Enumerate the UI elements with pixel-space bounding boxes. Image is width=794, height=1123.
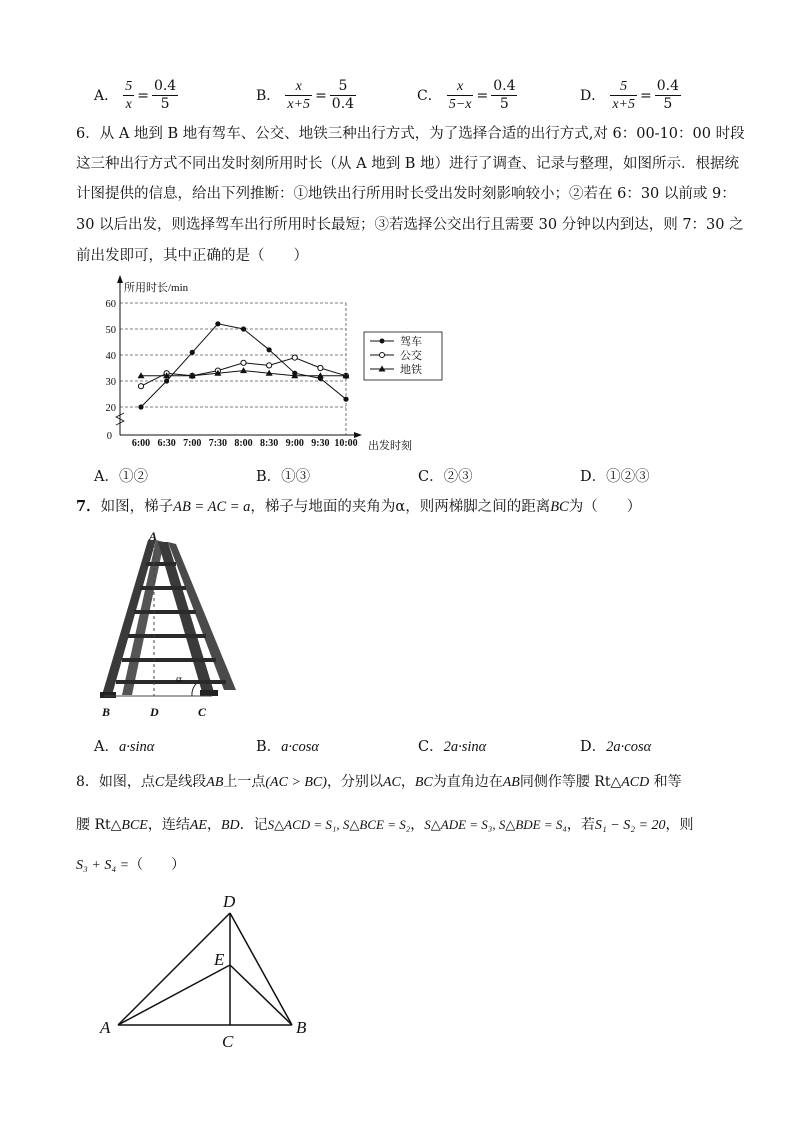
q8-text: 腰 Rt△ <box>76 817 122 833</box>
y-axis-arrow <box>117 275 123 283</box>
segment-ae: AE <box>189 818 207 833</box>
q7-option-a <box>94 737 154 757</box>
legend-marker-bus <box>380 353 385 358</box>
q7-option-d <box>580 737 651 757</box>
q6-line-3: 计图提供的信息，给出下列推断：①地铁出行所用时长受出发时刻影响较小；②若在 6：30 以前或 9： <box>76 186 736 202</box>
q7-option-c <box>418 737 486 757</box>
q6-line-5: 前出发即可，其中正确的是（ ） <box>76 248 308 264</box>
label-e: E <box>214 950 225 969</box>
q5-options-row <box>94 78 774 118</box>
y-tick-label: 50 <box>105 325 116 336</box>
point-subway <box>240 367 247 373</box>
segment-bc: BC <box>414 775 433 790</box>
point-bus <box>292 355 297 360</box>
y-tick-label: 30 <box>105 377 116 388</box>
label-d: D <box>223 892 236 911</box>
ladder-foot-c <box>200 690 218 696</box>
point-subway <box>138 372 145 378</box>
point-bus <box>138 384 143 389</box>
point-bus <box>241 360 246 365</box>
label-a: A <box>149 530 158 543</box>
denominator: x+5 <box>612 97 635 112</box>
numerator: x <box>447 78 474 96</box>
fraction <box>123 78 134 113</box>
option-label: D． <box>580 739 607 755</box>
label-a: A <box>100 1018 111 1037</box>
point-driving <box>241 326 246 331</box>
fraction <box>447 78 474 113</box>
numerator: 0.4 <box>153 78 177 94</box>
q8-text: 上一点 <box>223 774 266 790</box>
point-driving <box>190 350 195 355</box>
option-label: C． <box>418 739 444 755</box>
q8-text: 8．如图，点 <box>76 774 155 790</box>
y-tick-label: 20 <box>105 403 116 414</box>
area-condition: S₁ − S₂ = 20 <box>594 818 666 833</box>
q7-option-b <box>256 737 319 757</box>
point-driving <box>343 397 348 402</box>
option-label: A． <box>94 88 119 104</box>
point-driving <box>267 347 272 352</box>
q5-option-a <box>94 78 178 113</box>
label-b: B <box>296 1018 307 1037</box>
point-subway <box>317 372 324 378</box>
stem-text: 为（ ） <box>568 499 642 515</box>
option-label: B． <box>256 88 281 104</box>
q6-option-d: D．①②③ <box>580 469 650 485</box>
q8-text: ，连结 <box>147 817 190 833</box>
option-label: B． <box>256 739 282 755</box>
figure-background <box>96 530 252 722</box>
numerator: 5 <box>125 79 133 94</box>
point-driving <box>164 378 169 383</box>
option-expr: 2a·cosα <box>606 739 652 755</box>
fraction <box>330 78 356 113</box>
fraction <box>610 78 637 113</box>
x-tick-label: 9:00 <box>285 438 304 449</box>
stem-text: ，梯子与地面的夹角为α，则两梯脚之间的距离 <box>250 499 551 515</box>
ladder-foot-b <box>100 692 116 698</box>
segment-ab: AB <box>502 775 520 790</box>
commute-time-line-chart <box>80 275 460 455</box>
q8-line-1 <box>76 772 682 793</box>
equals-sign: = <box>315 87 327 104</box>
fraction <box>655 78 681 113</box>
legend-label-1: 公交 <box>400 350 422 362</box>
x-tick-label: 8:30 <box>259 438 279 449</box>
label-d: D <box>150 705 159 719</box>
option-label: D． <box>580 88 606 104</box>
segment-bd: BD <box>220 818 240 833</box>
x-tick-label: 6:30 <box>157 438 176 449</box>
x-tick-label: 6:00 <box>131 438 151 449</box>
q6-line-2: 这三种出行方式不同出发时刻所用时长（从 A 地到 B 地）进行了调查、记录与整理，如图所示．根据统 <box>76 156 740 172</box>
ladder-equation: AB = AC = a <box>173 499 251 515</box>
q8-text: 和等 <box>649 774 682 790</box>
x-tick-label: 9:30 <box>311 438 330 449</box>
option-expr: a·cosα <box>281 739 319 755</box>
triangle-figure <box>90 885 330 1055</box>
equals-sign: = <box>640 87 652 104</box>
y-tick-label: 40 <box>105 351 116 362</box>
fraction <box>491 78 517 113</box>
denominator: 0.4 <box>331 96 355 112</box>
q8-text: ， <box>410 817 425 833</box>
origin-label: 0 <box>106 431 112 442</box>
ladder-figure <box>96 530 252 722</box>
x-tick-label: 7:30 <box>208 438 228 449</box>
q5-option-d <box>580 78 681 113</box>
label-c: C <box>222 1032 234 1051</box>
x-tick-label: 8:00 <box>234 438 253 449</box>
stem-text: 如图，梯子 <box>100 499 174 515</box>
q8-text: ，若 <box>566 817 595 833</box>
legend-marker-driving <box>380 339 385 344</box>
option-label: C． <box>417 88 442 104</box>
q6-option-c: C．②③ <box>418 469 473 485</box>
label-b: B <box>102 705 111 719</box>
q8-text: （ ） <box>129 857 186 873</box>
denominator: 5 <box>663 96 673 112</box>
equals-sign: = <box>137 87 149 104</box>
denominator: 5−x <box>448 97 472 112</box>
segment-ac: AC <box>382 775 401 790</box>
fraction <box>285 78 312 113</box>
triangle-acd: ACD <box>621 775 650 790</box>
point-bus <box>267 363 272 368</box>
numerator: 5 <box>610 78 637 96</box>
area-equation-2: S△ADE = S₃, S△BDE = S₄ <box>424 817 567 832</box>
fraction <box>152 78 178 113</box>
triangle-bce: BCE <box>121 818 148 833</box>
q6-line-1: 6．从 A 地到 B 地有驾车、公交、地铁三种出行方式，为了选择合适的出行方式,对 6：00-10：00 时段 <box>76 126 745 142</box>
q5-option-b <box>256 78 356 113</box>
area-sum-expression: S₃ + S₄ = <box>76 858 130 873</box>
equals-sign: = <box>476 87 489 104</box>
q6-line-4: 30 以后出发，则选择驾车出行所用时长最短；③若选择公交出行且需要 30 分钟以内到达，则 7：30 之 <box>76 217 744 233</box>
denominator: x+5 <box>287 97 311 112</box>
point-driving <box>215 321 220 326</box>
q8-text: ， <box>206 817 221 833</box>
q8-text: ， <box>400 774 415 790</box>
option-expr: 2a·sinα <box>443 739 487 755</box>
y-axis-title: 所用时长/min <box>124 282 189 294</box>
question-number: 7． <box>76 498 101 515</box>
legend-label-0: 驾车 <box>400 336 422 348</box>
q8-line-2 <box>76 815 694 836</box>
point-driving <box>138 404 143 409</box>
q8-text: ．记 <box>239 817 268 833</box>
q8-line-3 <box>76 855 185 876</box>
point-bus <box>318 365 323 370</box>
denominator: 5 <box>499 96 509 112</box>
legend-label-2: 地铁 <box>400 364 422 376</box>
q6-option-a: A．①② <box>94 469 148 485</box>
denominator: 5 <box>160 96 170 112</box>
numerator: 0.4 <box>493 78 516 94</box>
denominator: x <box>125 97 132 112</box>
segment-ae-line <box>118 965 230 1025</box>
segment-db-line <box>230 913 292 1025</box>
option-label: A． <box>94 739 119 755</box>
q8-text: 为直角边在 <box>432 774 503 790</box>
q5-option-c <box>417 78 517 113</box>
x-axis-title: 出发时刻 <box>368 440 412 452</box>
segment-bc: BC <box>550 499 569 515</box>
segment-eb-line <box>230 965 292 1025</box>
area-equation-1: S△ACD = S₁, S△BCE = S₂ <box>267 817 411 832</box>
numerator: x <box>285 78 312 96</box>
y-tick-label: 60 <box>105 299 116 310</box>
segment-ad-line <box>118 913 230 1025</box>
numerator: 5 <box>330 78 356 96</box>
point-c: C <box>154 775 165 790</box>
numerator: 0.4 <box>656 78 679 94</box>
q8-text: ，分别以 <box>326 774 383 790</box>
q8-text: 同侧作等腰 Rt△ <box>519 774 622 790</box>
q8-text: 是线段 <box>164 774 207 790</box>
condition: (AC > BC) <box>265 775 327 790</box>
q7-stem <box>76 497 641 517</box>
segment-ab: AB <box>206 775 224 790</box>
q8-text: ，则 <box>665 817 694 833</box>
x-tick-label: 10:00 <box>334 438 358 449</box>
q6-option-b: B．①③ <box>256 469 311 485</box>
label-c: C <box>198 705 207 719</box>
label-alpha: α <box>176 673 182 685</box>
x-tick-label: 7:00 <box>183 438 202 449</box>
y-axis-break <box>116 413 124 425</box>
option-expr: a·sinα <box>118 739 155 755</box>
